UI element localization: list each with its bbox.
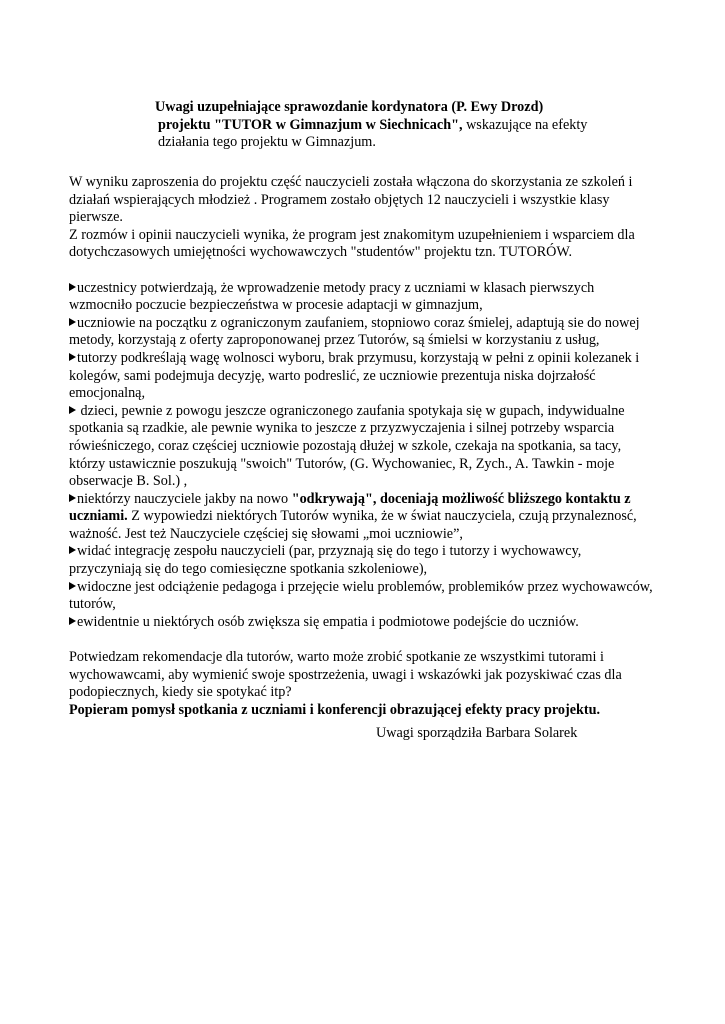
bullet-text: widoczne jest odciążenie pedagoga i przejęcie wielu problemów, problemików przez wychowawców, tutorów, bbox=[69, 578, 653, 613]
bullet-item-3 bbox=[69, 350, 657, 403]
bullet-text: dzieci, pewnie z powogu jeszcze ograniczonego zaufania spotykaja się w gupach, indywidualne spotkania są rzadkie, ale pewnie wynika to jeszcze z przyzwyczajenia i silnej potrzeby wsparcia rówieśniczego, coraz częściej uczniowie pozostają dłużej w szkole, czekaja na spotkania, sa tacy, którzy ustawicznie poszukują "swoich" Tutorów, (G. Wychowaniec, R, Zych., A. Tawkin - moje obserwacje B. Sol.) , bbox=[69, 402, 625, 490]
arrow-bullet-icon bbox=[69, 283, 76, 291]
bullet-item-1 bbox=[69, 280, 657, 315]
bullet-item-7 bbox=[69, 579, 657, 614]
header-title-line: Uwagi uzupełniające sprawozdanie kordynatora (P. Ewy Drozd) bbox=[155, 99, 544, 115]
bullet-item-5 bbox=[69, 491, 657, 544]
arrow-bullet-icon bbox=[69, 546, 76, 554]
arrow-bullet-icon bbox=[69, 353, 76, 361]
bullet-item-6 bbox=[69, 543, 657, 578]
bullet-text: uczniowie na początku z ograniczonym zaufaniem, stopniowo coraz śmielej, adaptują sie do nowej metody, korzystają z oferty zaproponowanej przez Tutorów, są śmielsi w korzystaniu z usług, bbox=[69, 314, 640, 349]
bullet-item-4 bbox=[69, 403, 657, 491]
arrow-bullet-icon bbox=[69, 494, 76, 502]
header-project-rest: wskazujące na efekty bbox=[462, 116, 588, 133]
arrow-bullet-icon bbox=[69, 617, 76, 625]
bullet-text: uczestnicy potwierdzają, że wprowadzenie metody pracy z uczniami w klasach pierwszych wzmocniło poczucie bezpieczeństwa w procesie adaptacji w gimnazjum, bbox=[69, 279, 595, 314]
closing-bold-statement: Popieram pomysł spotkania z uczniami i konferencji obrazującej efekty pracy projektu. bbox=[69, 701, 601, 718]
document-header bbox=[155, 99, 625, 152]
arrow-bullet-icon bbox=[69, 582, 76, 590]
header-project-name: projektu "TUTOR w Gimnazjum w Siechnicach", bbox=[158, 116, 463, 133]
bullet-text: ewidentnie u niektórych osób zwiększa się empatia i podmiotowe podejście do uczniów. bbox=[77, 613, 579, 630]
bullet-bold-text: "odkrywają", doceniają możliwość bliższego kontaktu z uczniami. bbox=[69, 490, 631, 525]
bullet-text: tutorzy podkreślają wagę wolnosci wyboru, brak przymusu, korzystają w pełni z opinii kolezanek i kolegów, sami podejmuja decyzję, warto podreslić, ze uczniowie prezentuja niska dojrzałość emocjonalną, bbox=[69, 349, 640, 402]
signature-line: Uwagi sporządziła Barbara Solarek bbox=[376, 725, 578, 741]
arrow-bullet-icon bbox=[69, 406, 76, 414]
bullet-text: widać integrację zespołu nauczycieli (par, przyznają się do tego i tutorzy i wychowawcy, przyczyniają się do tego comiesięczne spotkania szkoleniowe), bbox=[69, 543, 582, 578]
intro-paragraph-1: W wyniku zaproszenia do projektu część nauczycieli została włączona do skorzystania ze szkoleń i działań wspierających młodzież . Programem zostało objętych 12 nauczycieli i wszystkie klasy pierwsze. bbox=[69, 174, 633, 226]
arrow-bullet-icon bbox=[69, 318, 76, 326]
bullet-item-8 bbox=[69, 614, 657, 632]
bullet-item-2 bbox=[69, 315, 657, 350]
closing-paragraph: Potwiedzam rekomendacje dla tutorów, warto może zrobić spotkanie ze wszystkimi tutorami i wychowawcami, aby wymienić swoje spostrzeżenia, uwagi i wskazówki jak pozyskiwać czas dla podopiecznych, kiedy sie spotykać itp? bbox=[69, 649, 622, 701]
bullet-text: Z wypowiedzi niektórych Tutorów wynika, że w świat nauczyciela, czują przynaleznosć, ważność. Jest też Nauczyciele częściej się słowami „moi uczniowie”, bbox=[69, 508, 637, 542]
bullet-text: niektórzy nauczyciele jakby na nowo bbox=[77, 490, 292, 507]
intro-paragraph-2: Z rozmów i opinii nauczycieli wynika, że program jest znakomitym uzupełnieniem i wsparciem dla dotychczasowych umiejętności wychowawczych "studentów" projektu tzn. TUTORÓW. bbox=[69, 226, 635, 261]
header-project-line bbox=[155, 117, 625, 135]
document-body bbox=[69, 174, 657, 719]
header-scope-line: działania tego projektu w Gimnazjum. bbox=[158, 134, 376, 151]
